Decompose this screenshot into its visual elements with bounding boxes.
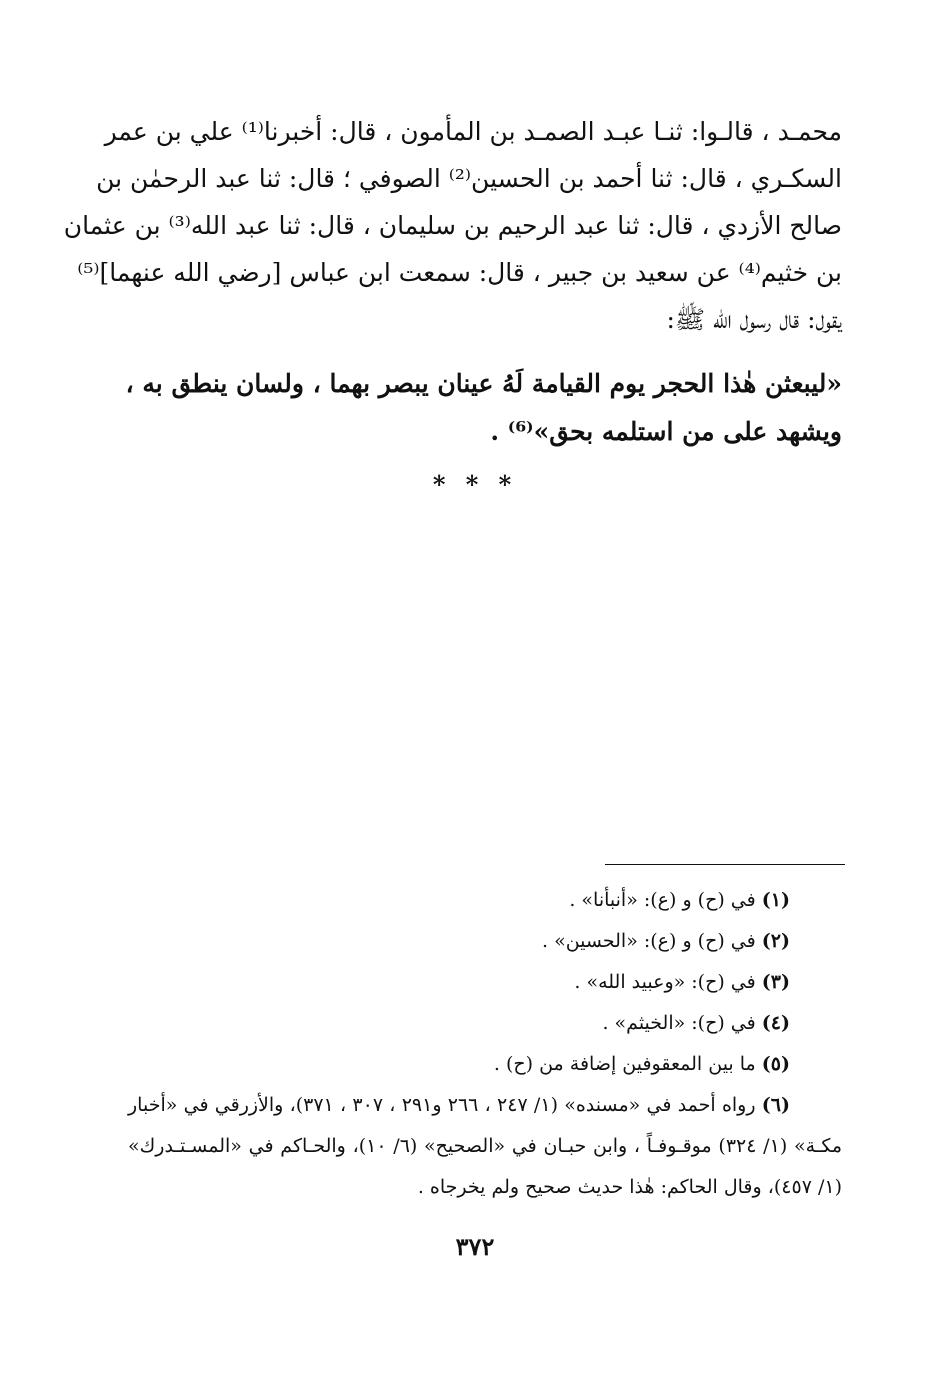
main-text-line: محمـد ، قالـوا: ثنـا عبـد الصمـد بن المأمون ، قال: أخبرنا⁽¹⁾ علي بن عمر <box>104 117 842 146</box>
footnotes <box>128 880 842 1208</box>
footnote-item <box>128 1044 842 1085</box>
footnote-text: رواه أحمد في «مسنده» (١/ ٢٤٧ ، ٢٦٦ و٢٩١ ، ٣٠٧ ، ٣٧١)، والأزرقي في «أخبار <box>128 1094 756 1116</box>
footnote-number: (٣) <box>761 971 790 993</box>
main-text-line: صالح الأزدي ، قال: ثنا عبد الرحيم بن سليمان ، قال: ثنا عبد الله⁽³⁾ بن عثمان <box>63 211 842 240</box>
main-text-line: السكـري ، قال: ثنا أحمد بن الحسين⁽²⁾ الصوفي ؛ قال: ثنا عبد الرحمٰن بن <box>96 164 842 193</box>
main-text-line: بن خثيم⁽⁴⁾ عن سعيد بن جبير ، قال: سمعت ابن عباس [رضي الله عنهما]⁽⁵⁾ <box>77 258 842 287</box>
footnote-divider <box>605 864 845 865</box>
footnote-item <box>128 962 842 1003</box>
footnote-number: (٢) <box>761 930 790 952</box>
footnote-text: في (ح): «وعبيد الله» . <box>574 971 756 993</box>
footnote-item <box>128 880 842 921</box>
footnote-number: (٦) <box>761 1094 791 1116</box>
footnote-number: (٤) <box>761 1012 790 1034</box>
main-text-line: يقول: قال رسول الله ﷺ: <box>666 305 842 334</box>
footnote-number: (١) <box>761 889 790 911</box>
footnote-number: (٥) <box>761 1053 790 1075</box>
hadith-line: «ليبعثن هٰذا الحجر يوم القيامة لَهُ عينان يبصر بهما ، ولسان ينطق به ، <box>125 369 842 398</box>
footnote-text: ما بين المعقوفين إضافة من (ح) . <box>493 1053 756 1075</box>
hadith-text <box>125 360 842 456</box>
footnote-text: في (ح) و (ع): «الحسين» . <box>542 930 756 952</box>
hadith-line: ويشهد على من استلمه بحق»⁽⁶⁾ . <box>490 417 842 446</box>
footnote-item <box>128 921 842 962</box>
footnote-item <box>128 1003 842 1044</box>
footnote-continuation-line: (١/ ٤٥٧)، وقال الحاكم: هٰذا حديث صحيح ولم يخرجاه . <box>417 1176 842 1198</box>
footnote-item <box>128 1085 842 1126</box>
main-text <box>63 108 842 343</box>
section-ornament: * * * <box>432 470 518 499</box>
footnote-text: في (ح) و (ع): «أنبأنا» . <box>569 889 756 911</box>
footnote-continuation-line: مكـة» (١/ ٣٢٤) موقـوفـاً ، وابن حبـان في «الصحيح» (٦/ ١٠)، والحـاكم في «المسـتـدرك» <box>128 1135 842 1157</box>
footnote-text: في (ح): «الخيثم» . <box>602 1012 756 1034</box>
page-number: ٣٧٢ <box>455 1232 495 1261</box>
